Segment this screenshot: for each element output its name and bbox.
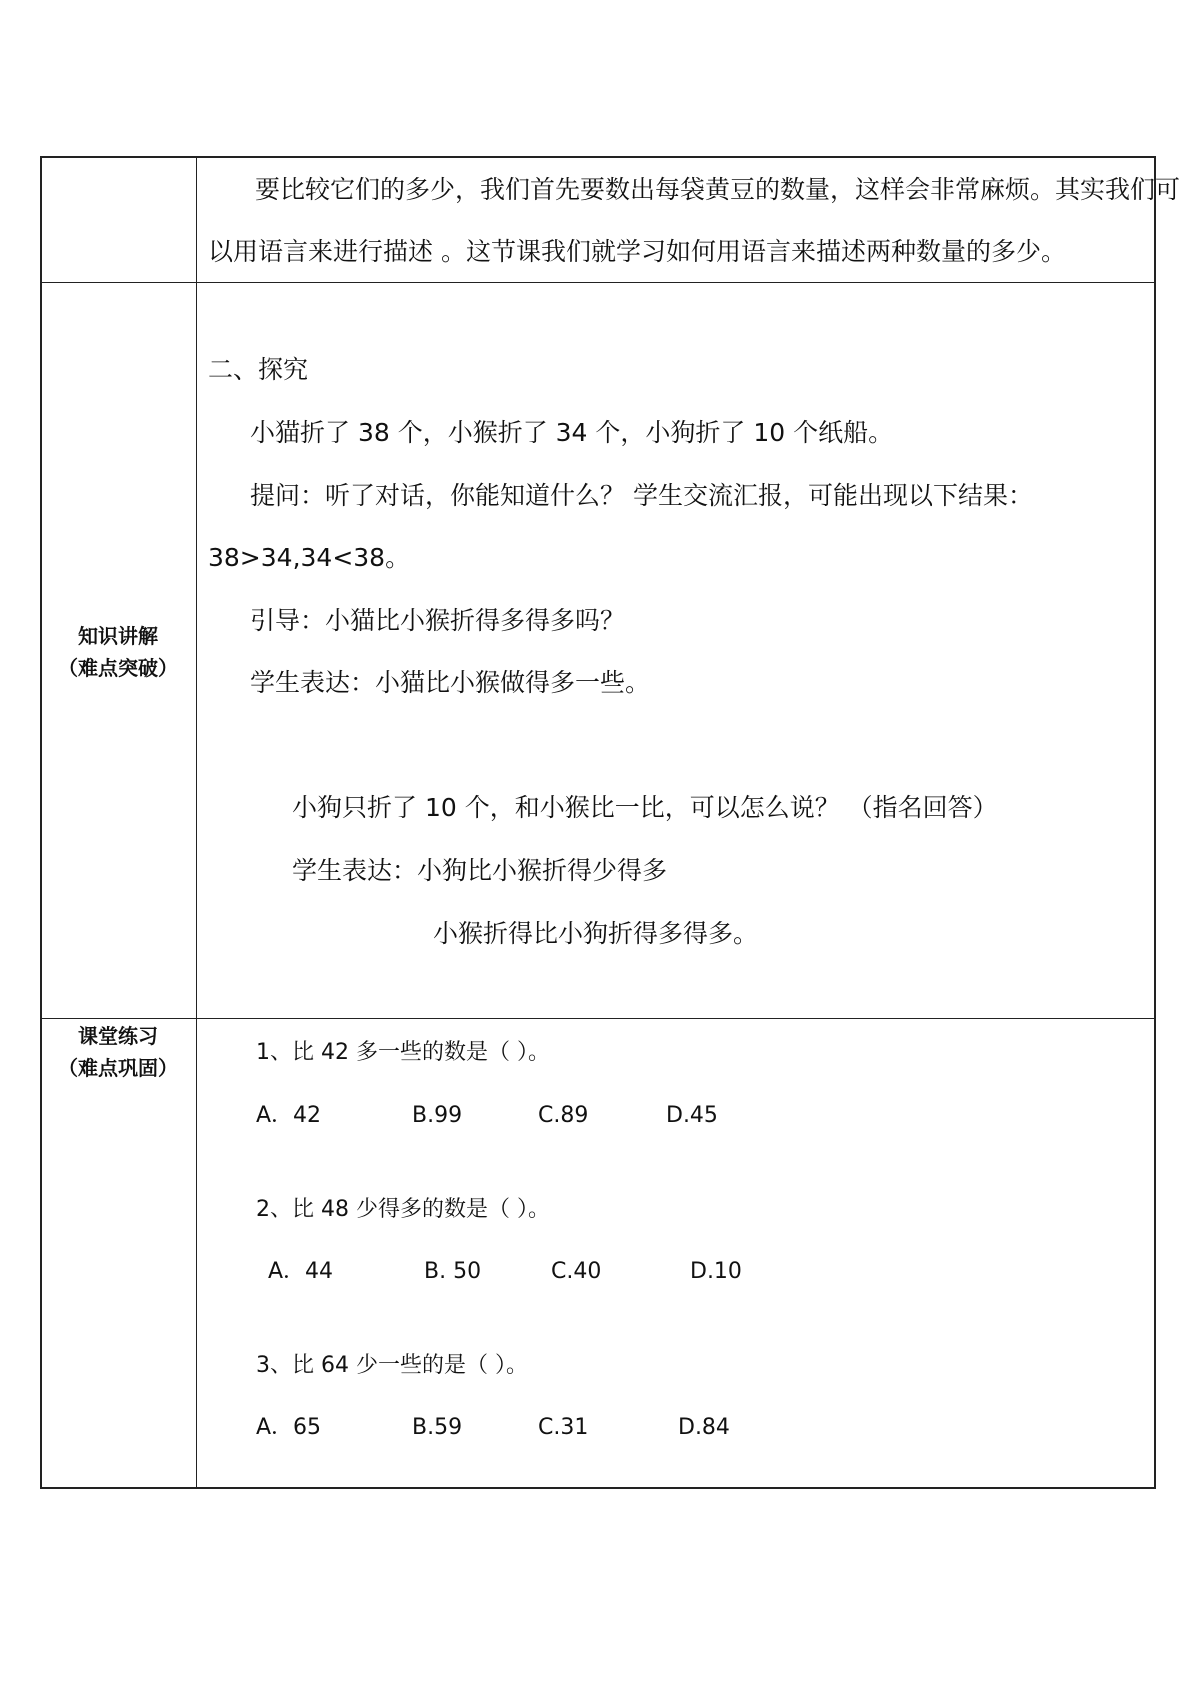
row-label-practice-line1: 课堂练习	[78, 1024, 158, 1048]
q2-option-a: A．44	[268, 1259, 334, 1284]
q3-option-c: C.31	[538, 1415, 589, 1440]
row-label-knowledge-line1: 知识讲解	[78, 624, 158, 648]
question-2: 2、比 48 少得多的数是（ ）。	[256, 1197, 550, 1222]
row-label-knowledge-line2: （难点突破）	[58, 656, 178, 680]
q3-option-a: A．65	[256, 1415, 322, 1440]
table-border-row1-bottom	[40, 282, 1156, 283]
section-heading-explore: 二、探究	[208, 355, 309, 384]
paragraph-student-answer-2: 学生表达：小狗比小猴折得少得多	[292, 856, 668, 885]
paragraph-guide: 引导：小猫比小猴折得多得多吗？	[250, 606, 626, 635]
paragraph-student-answer-1: 学生表达：小猫比小猴做得多一些。	[250, 668, 651, 697]
question-1: 1、比 42 多一些的数是（ ）。	[256, 1040, 550, 1065]
paragraph-comparison-result: 38>34,34<38。	[208, 543, 411, 572]
paragraph-question: 提问：听了对话，你能知道什么？ 学生交流汇报，可能出现以下结果：	[250, 481, 1033, 510]
q3-option-b: B.59	[412, 1415, 463, 1440]
table-border-bottom	[40, 1487, 1156, 1489]
intro-line-1: 要比较它们的多少，我们首先要数出每袋黄豆的数量，这样会非常麻烦。其实我们可	[255, 175, 1181, 204]
q2-option-d: D.10	[690, 1259, 742, 1284]
q1-option-c: C.89	[538, 1103, 589, 1128]
paragraph-folding-counts: 小猫折了 38 个，小猴折了 34 个，小狗折了 10 个纸船。	[250, 418, 894, 447]
row-label-practice	[40, 1020, 196, 1084]
q2-option-b: B. 50	[424, 1259, 482, 1284]
table-column-divider	[196, 156, 197, 1489]
table-border-right	[1154, 156, 1156, 1489]
intro-line-2: 以用语言来进行描述 。这节课我们就学习如何用语言来描述两种数量的多少。	[208, 237, 1066, 266]
table-border-left	[40, 156, 42, 1489]
q1-option-d: D.45	[666, 1103, 718, 1128]
paragraph-student-answer-3: 小猴折得比小狗折得多得多。	[433, 919, 759, 948]
q3-option-d: D.84	[678, 1415, 730, 1440]
paragraph-dog-question: 小狗只折了 10 个，和小猴比一比，可以怎么说？ （指名回答）	[292, 793, 998, 822]
row-label-knowledge	[40, 620, 196, 684]
table-border-top	[40, 156, 1156, 158]
q2-option-c: C.40	[551, 1259, 602, 1284]
table-border-row2-bottom	[40, 1018, 1156, 1019]
row-label-practice-line2: （难点巩固）	[58, 1056, 178, 1080]
question-3: 3、比 64 少一些的是（ ）。	[256, 1353, 528, 1378]
q1-option-b: B.99	[412, 1103, 463, 1128]
q1-option-a: A．42	[256, 1103, 322, 1128]
